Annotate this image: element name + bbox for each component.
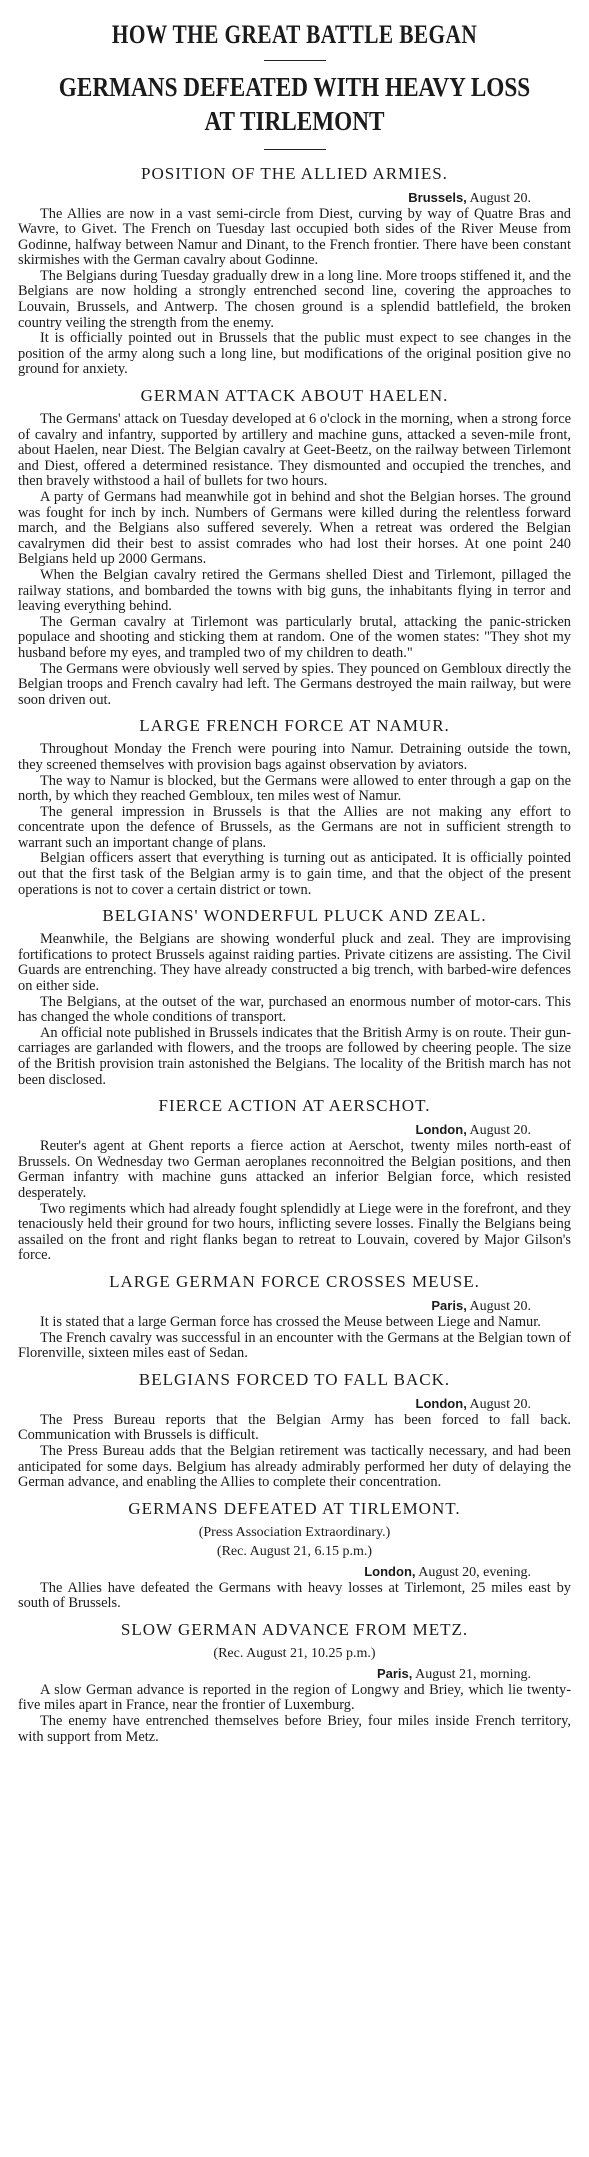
article-paragraph: The Belgians during Tuesday gradually drew in a long line. More troops stiffened it, and the Belgians are now holding a strongly entrenched second line, covering the approaches to Louvain, Brussels, and Antwerp. The chosen ground is a splendid battlefield, the broken country veiling the strength from the enemy. xyxy=(18,267,571,331)
article-paragraph: Throughout Monday the French were pouring into Namur. Detraining outside the town, they screened themselves with provision bags against observation by aviators. xyxy=(18,741,571,773)
article-paragraph: The general impression in Brussels is that the Allies are not making any effort to concentrate upon the defence of Brussels, as the Germans are not in sufficient strength to warrant such an important change of plans. xyxy=(18,803,571,851)
dateline xyxy=(18,1666,531,1683)
dateline-place: Paris, xyxy=(431,1297,467,1313)
dateline-date: August 20. xyxy=(466,1123,531,1139)
article-paragraph: The Press Bureau reports that the Belgian Army has been forced to fall back. Communication with Brussels is difficult. xyxy=(18,1411,571,1444)
dateline xyxy=(18,1396,531,1413)
dateline-place: London, xyxy=(364,1563,416,1579)
article-paragraph: The Allies are now in a vast semi-circle from Diest, curving by way of Quatre Bras and Wavre, to Givet. The French on Tuesday last occupied both sides of the River Meuse from Godinne, halfway between Namur and Dinant, to the French frontier. There have been constant skirmishes with the German cavalry about Godinne. xyxy=(18,205,571,269)
section-heading: POSITION OF THE ALLIED ARMIES. xyxy=(141,163,448,183)
section-note: (Press Association Extraordinary.) xyxy=(198,1524,391,1540)
section-heading: SLOW GERMAN ADVANCE FROM METZ. xyxy=(120,1619,469,1639)
section-heading: GERMAN ATTACK ABOUT HAELEN. xyxy=(140,386,449,406)
dateline-place: London, xyxy=(415,1395,467,1411)
article-body xyxy=(18,164,571,1746)
section-heading: LARGE GERMAN FORCE CROSSES MEUSE. xyxy=(109,1271,480,1291)
article-paragraph: The Germans were obviously well served by spies. They pounced on Gembloux directly the Belgian troops and French cavalry had left. The Germans destroyed the main railway, but were soon driven out. xyxy=(18,660,571,708)
headline-rule xyxy=(264,60,326,61)
article-paragraph: The way to Namur is blocked, but the Germans were allowed to enter through a gap on the north, by which they reached Gembloux, ten miles west of Namur. xyxy=(18,772,571,805)
dateline-date: August 20. xyxy=(466,1396,531,1412)
article-paragraph: A slow German advance is reported in the region of Longwy and Briey, which lie twenty-five miles apart in France, near the frontier of Luxemburg. xyxy=(18,1681,571,1714)
dateline-place: Brussels, xyxy=(408,189,467,205)
subheadline: GERMANS DEFEATED WITH HEAVY LOSS AT TIRLEMONT xyxy=(58,72,531,136)
article-paragraph: The enemy have entrenched themselves before Briey, four miles inside French territory, with support from Metz. xyxy=(18,1713,571,1745)
article-paragraph: Reuter's agent at Ghent reports a fierce action at Aerschot, twenty miles north-east of Brussels. On Wednesday two German aeroplanes reconnoitred the Belgian positions, and then German infantry with machine guns attacked an inferior Belgian force, which resisted desperately. xyxy=(18,1138,571,1201)
dateline-date: August 20, evening. xyxy=(415,1564,531,1580)
article-paragraph: The German cavalry at Tirlemont was particularly brutal, attacking the panic-stricken populace and shooting and sticking them at random. One of the women states: "They shot my husband before my eyes, and trampled two of my children to death." xyxy=(18,613,571,661)
section-heading: GERMANS DEFEATED AT TIRLEMONT. xyxy=(128,1498,461,1518)
article-paragraph: The Belgians, at the outset of the war, purchased an enormous number of motor-cars. This has changed the whole conditions of transport. xyxy=(18,993,571,1026)
article-paragraph: The Allies have defeated the Germans with heavy losses at Tirlemont, 25 miles east by south of Brussels. xyxy=(18,1579,571,1612)
dateline xyxy=(18,1122,531,1139)
section-note: (Rec. August 21, 6.15 p.m.) xyxy=(216,1543,373,1559)
headline: HOW THE GREAT BATTLE BEGAN xyxy=(111,20,478,49)
article-paragraph: It is stated that a large German force has crossed the Meuse between Liege and Namur. xyxy=(40,1313,541,1330)
dateline-place: London, xyxy=(415,1122,467,1138)
dateline-date: August 20. xyxy=(466,190,531,206)
article-paragraph: Two regiments which had already fought splendidly at Liege were in the forefront, and they tenaciously held their ground for two hours, inflicting severe losses. Finally the Belgians being assailed on the front and right flanks began to retreat to Louvain, covered by Major Gilson's force. xyxy=(18,1200,571,1264)
article-paragraph: The Press Bureau adds that the Belgian retirement was tactically necessary, and had been anticipated for some days. Belgium has already admirably performed her duty of delaying the German advance, and enabling the Allies to complete their concentration. xyxy=(18,1442,571,1491)
article-paragraph: When the Belgian cavalry retired the Germans shelled Diest and Tirlemont, pillaged the railway stations, and bombarded the towns with big guns, the inhabitants flying in terror and leaving everything behind. xyxy=(18,566,571,615)
section-note: (Rec. August 21, 10.25 p.m.) xyxy=(213,1645,376,1661)
article-paragraph: It is officially pointed out in Brussels that the public must expect to see changes in the position of the army along such a long line, but modifications of the original position give no ground for anxiety. xyxy=(18,330,571,378)
article-paragraph: A party of Germans had meanwhile got in behind and shot the Belgian horses. The ground was fought for inch by inch. Numbers of Germans were killed during the relentless forward march, and the Belgians also suffered severely. When a retreat was ordered the Belgian cavalrymen did their best to assist comrades who had lost their horses. At one point 240 Belgians held up 2000 Germans. xyxy=(18,489,571,568)
section-heading: FIERCE ACTION AT AERSCHOT. xyxy=(158,1096,431,1116)
dateline-date: August 21, morning. xyxy=(412,1666,531,1682)
section-heading: BELGIANS FORCED TO FALL BACK. xyxy=(138,1369,451,1389)
section-heading: BELGIANS' WONDERFUL PLUCK AND ZEAL. xyxy=(102,906,487,926)
dateline-date: August 20. xyxy=(466,1298,531,1314)
section-heading: LARGE FRENCH FORCE AT NAMUR. xyxy=(139,716,450,736)
dateline-place: Paris, xyxy=(376,1665,413,1681)
article-paragraph: The Germans' attack on Tuesday developed at 6 o'clock in the morning, when a strong force of cavalry and infantry, supported by artillery and machine guns, attacked a seven-mile front, about Haelen, near Diest. The Belgian cavalry at Geet-Beetz, on the railway between Tirlemont and Diest, offered a determined resistance. They dismounted and occupied the trenches, and then bravely withstood a hail of bullets for two hours. xyxy=(18,411,571,490)
article-paragraph: An official note published in Brussels indicates that the British Army is on route. Their gun-carriages are garlanded with flowers, and the troops are followed by cheering people. The size of the British provision train astonished the Belgians. The locality of the British march has not been disclosed. xyxy=(18,1024,571,1088)
dateline xyxy=(18,190,531,207)
subheadline-rule xyxy=(264,149,326,150)
dateline xyxy=(18,1564,531,1581)
dateline xyxy=(18,1298,531,1315)
article-paragraph: The French cavalry was successful in an encounter with the Germans at the Belgian town of Florenville, sixteen miles east of Sedan. xyxy=(18,1329,571,1362)
article-paragraph: Belgian officers assert that everything is turning out as anticipated. It is officially pointed out that the first task of the Belgian army is to gain time, and that the object of the present operations is not to cover a certain district or town. xyxy=(18,850,571,898)
article-paragraph: Meanwhile, the Belgians are showing wonderful pluck and zeal. They are improvising fortifications to protect Brussels against raiding parties. Private citizens are assisting. The Civil Guards are entrenching. They have already constructed a big trench, with barbed-wire defences on either side. xyxy=(18,931,571,995)
